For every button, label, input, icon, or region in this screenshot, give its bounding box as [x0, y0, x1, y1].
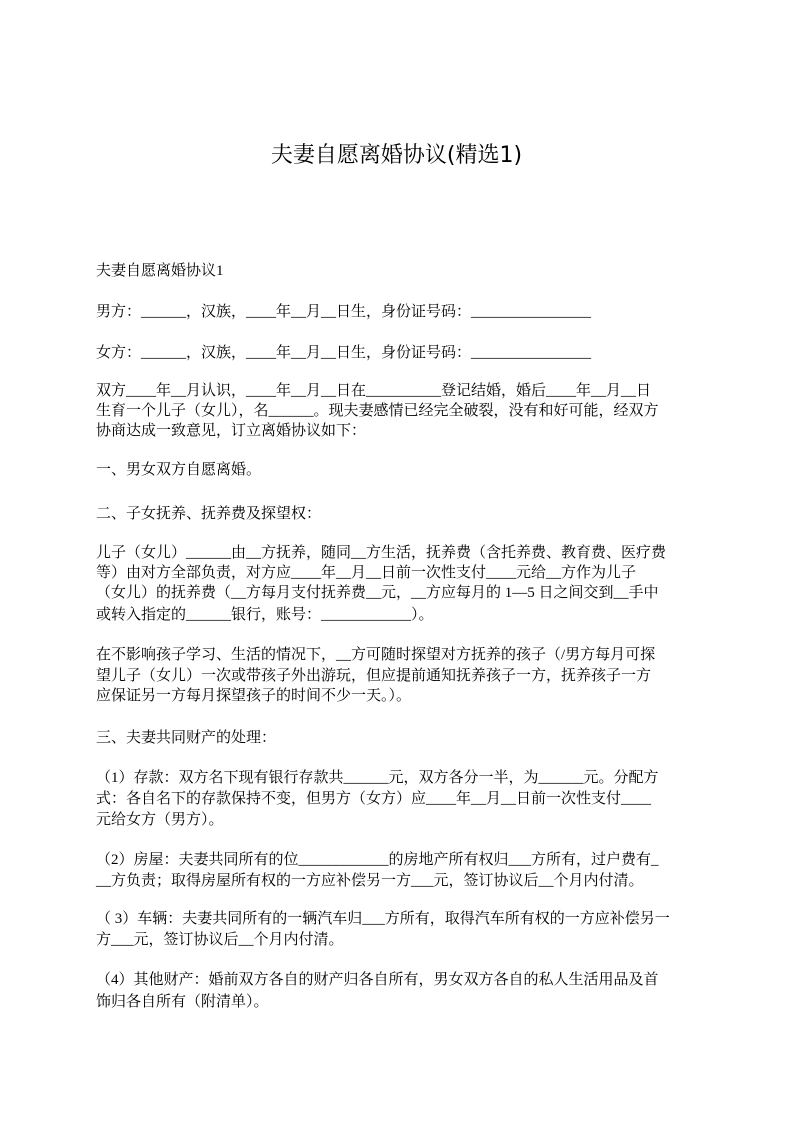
- paragraph-line: 元给女方（男方）。: [96, 812, 224, 828]
- paragraph-line: __方负责；取得房屋所有权的一方应补偿另一方___元，签订协议后__个月内付清。: [96, 873, 644, 889]
- paragraph-line: 等）由对方全部负责，对方应____年__月__日前一次性支付____元给__方作为儿子: [96, 565, 637, 581]
- paragraph-line: （1）存款：双方名下现有银行存款共______元，双方各分一半，为______元。分配方: [96, 770, 659, 786]
- paragraph-line: （4）其他财产：婚前双方各自的财产归各自所有，男女双方各自的私人生活用品及首: [96, 972, 659, 988]
- paragraph-line: 或转入指定的______银行，账号：____________）。: [96, 607, 434, 623]
- paragraph-line: 协商达成一致意见，订立离婚协议如下：: [96, 423, 367, 439]
- paragraph-line: 在不影响孩子学习、生活的情况下，__方可随时探望对方抚养的孩子（/男方每月可探: [96, 647, 656, 663]
- wife-info-line: 女方：______，汉族，____年__月__日生，身份证号码：________________: [96, 345, 592, 361]
- paragraph-line: 方___元，签订协议后__个月内付清。: [96, 932, 344, 948]
- section-heading: 夫妻自愿离婚协议1: [96, 263, 224, 279]
- paragraph-line: 生育一个儿子（女儿），名______。现夫妻感情已经完全破裂，没有和好可能，经双方: [96, 403, 659, 419]
- paragraph-line: （2）房屋：夫妻共同所有的位____________的房地产所有权归___方所有，过户费有_: [96, 852, 659, 868]
- paragraph-line: 望儿子（女儿）一次或带孩子外出游玩，但应提前通知抚养孩子一方，抚养孩子一方: [96, 668, 652, 684]
- clause-heading: 一、男女双方自愿离婚。: [96, 462, 262, 478]
- paragraph-line: （女儿）的抚养费（__方每月支付抚养费__元，__方应每月的 1—5 日之间交到__手中: [96, 585, 659, 601]
- husband-info-line: 男方：______，汉族，____年__月__日生，身份证号码：________________: [96, 304, 592, 320]
- paragraph-line: 饰归各自所有（附清单）。: [96, 994, 269, 1010]
- paragraph-line: 应保证另一方每月探望孩子的时间不少一天。）。: [96, 688, 412, 704]
- paragraph-line: 式：各自名下的存款保持不变，但男方（女方）应____年__月__日前一次性支付____: [96, 791, 652, 807]
- clause-heading: 三、夫妻共同财产的处理：: [96, 730, 277, 746]
- paragraph-line: 双方____年__月认识，____年__月__日在__________登记结婚，婚后____年__月__日: [96, 383, 652, 399]
- clause-heading: 二、子女抚养、抚养费及探望权：: [96, 506, 322, 522]
- paragraph-line: （ 3）车辆：夫妻共同所有的一辆汽车归___方所有，取得汽车所有权的一方应补偿另一: [96, 911, 670, 927]
- document-title: 夫妻自愿离婚协议(精选1): [270, 143, 523, 168]
- paragraph-line: 儿子（女儿）______由__方抚养，随同__方生活，抚养费（含托养费、教育费、医疗费: [96, 545, 667, 561]
